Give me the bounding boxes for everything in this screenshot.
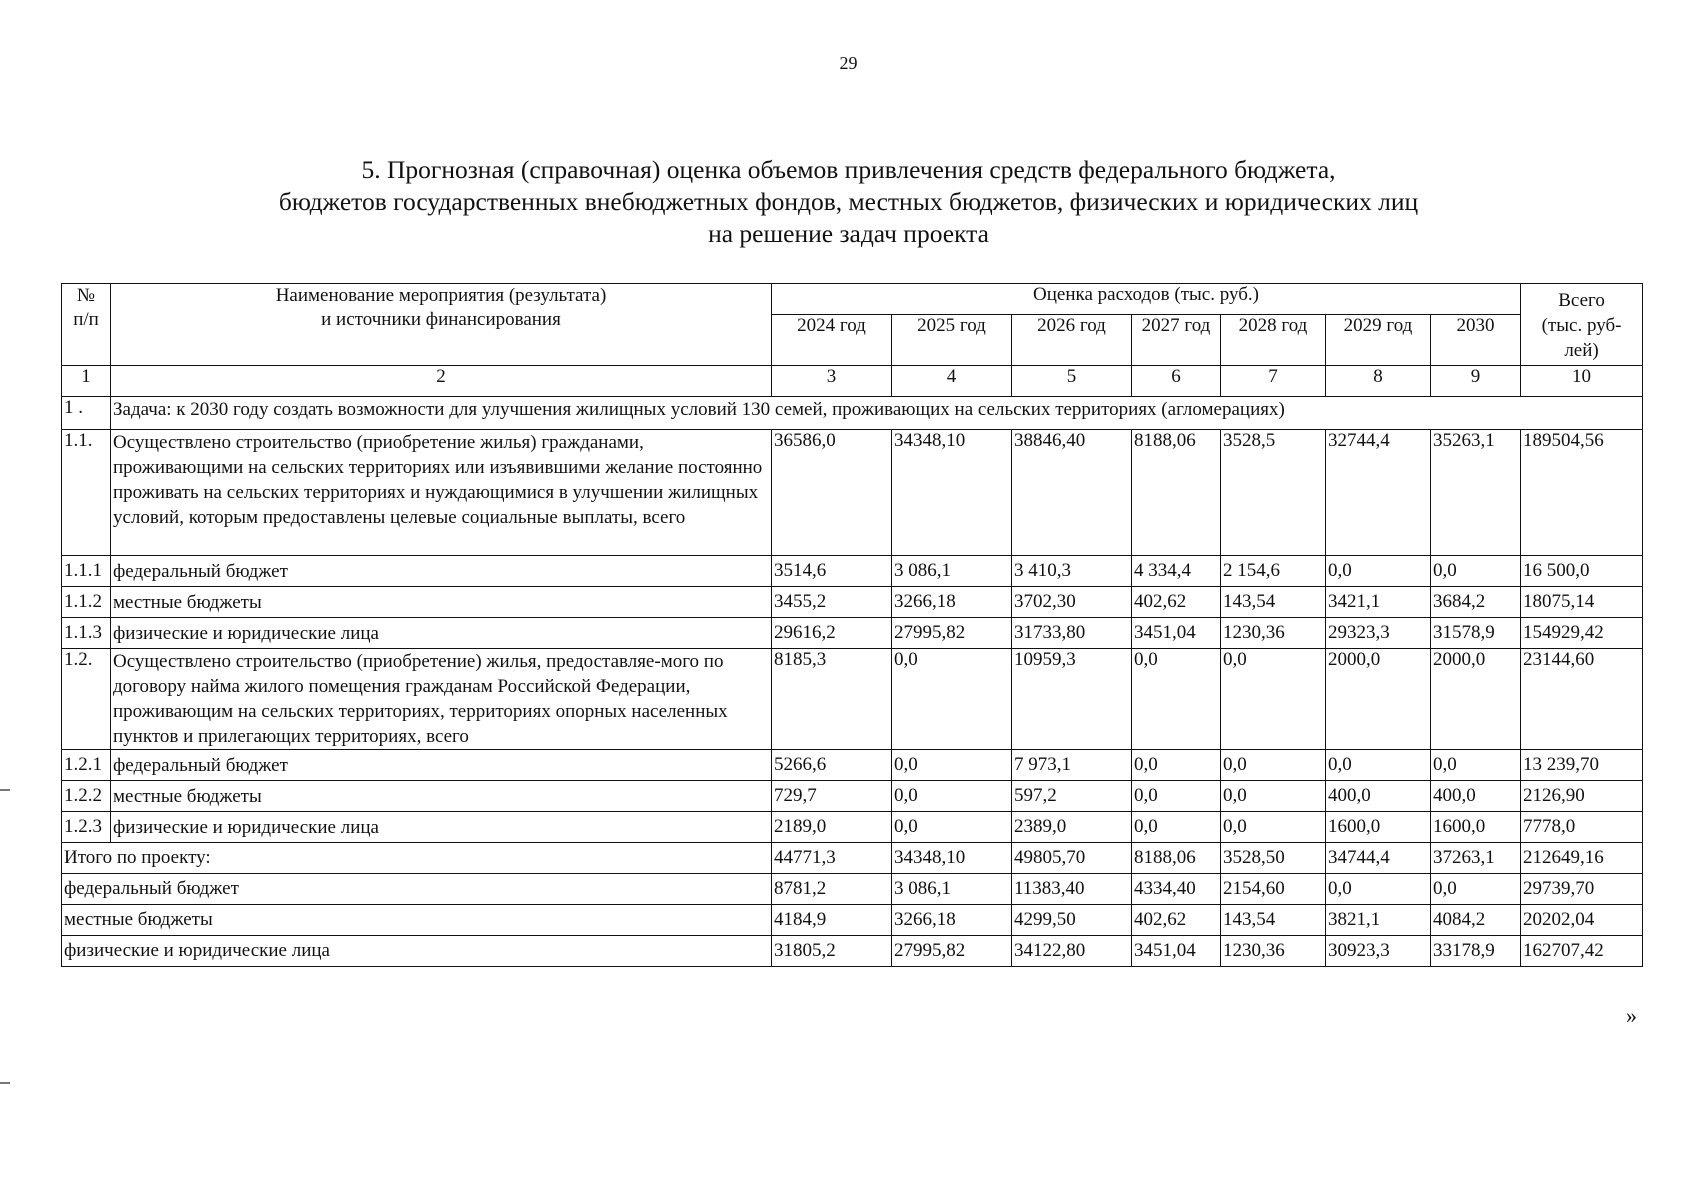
total-name: федеральный бюджет — [62, 874, 772, 905]
table-row — [62, 812, 1643, 843]
header-name — [111, 284, 772, 366]
table-row — [62, 430, 1643, 556]
value-cell: 36586,0 — [772, 430, 892, 556]
value-cell: 2000,0 — [1326, 649, 1431, 750]
value-cell: 27995,82 — [892, 618, 1012, 649]
value-cell: 402,62 — [1132, 905, 1221, 936]
row-number: 1.1.1 — [62, 556, 111, 587]
value-cell: 162707,42 — [1521, 936, 1643, 967]
header-num-text: № п/п — [73, 285, 99, 330]
column-number: 2 — [111, 366, 772, 397]
value-cell: 29616,2 — [772, 618, 892, 649]
column-number: 8 — [1326, 366, 1431, 397]
value-cell: 189504,56 — [1521, 430, 1643, 556]
row-number: 1.1.3 — [62, 618, 111, 649]
row-number: 1.2.3 — [62, 812, 111, 843]
row-number: 1.2.1 — [62, 750, 111, 781]
value-cell: 1230,36 — [1221, 618, 1326, 649]
value-cell: 8188,06 — [1132, 430, 1221, 556]
value-cell: 8781,2 — [772, 874, 892, 905]
value-cell: 3528,50 — [1221, 843, 1326, 874]
value-cell: 3 410,3 — [1012, 556, 1132, 587]
section-title — [0, 154, 1697, 250]
row-name: Осуществлено строительство (приобретение) жилья, предоставляе-мого по договору найма жилого помещения гражданам Российской Федерации, проживающим на сельских территориях, территориях опорных населенных пунктов и прилегающих территориях, всего — [111, 649, 772, 750]
row-name: Осуществлено строительство (приобретение жилья) гражданами, проживающими на сельских территориях или изъявившими желание постоянно проживать на сельских территориях и нуждающимися в улучшении жилищных условий, которым предоставлены целевые социальные выплаты, всего — [111, 430, 772, 556]
column-number: 7 — [1221, 366, 1326, 397]
value-cell: 1230,36 — [1221, 936, 1326, 967]
header-estimate: Оценка расходов (тыс. руб.) — [772, 284, 1521, 315]
margin-mark — [0, 1082, 10, 1084]
row-name: федеральный бюджет — [111, 750, 772, 781]
value-cell: 23144,60 — [1521, 649, 1643, 750]
task-text: Задача: к 2030 году создать возможности для улучшения жилищных условий 130 семей, проживающих на сельских территориях (агломерациях) — [111, 397, 1643, 430]
total-name: Итого по проекту: — [62, 843, 772, 874]
value-cell: 29323,3 — [1326, 618, 1431, 649]
column-number: 4 — [892, 366, 1012, 397]
value-cell: 35263,1 — [1431, 430, 1521, 556]
title-line-1: 5. Прогнозная (справочная) оценка объемов привлечения средств федерального бюджета, — [361, 155, 1336, 184]
total-row — [62, 936, 1643, 967]
value-cell: 18075,14 — [1521, 587, 1643, 618]
value-cell: 2000,0 — [1431, 649, 1521, 750]
value-cell: 0,0 — [1132, 812, 1221, 843]
value-cell: 2 154,6 — [1221, 556, 1326, 587]
task-row — [62, 397, 1643, 430]
table-row — [62, 750, 1643, 781]
value-cell: 4 334,4 — [1132, 556, 1221, 587]
value-cell: 0,0 — [1326, 750, 1431, 781]
row-name: местные бюджеты — [111, 781, 772, 812]
row-name: местные бюджеты — [111, 587, 772, 618]
value-cell: 3 086,1 — [892, 874, 1012, 905]
header-name-text: Наименование мероприятия (результата) и источники финансирования — [275, 285, 607, 330]
value-cell: 729,7 — [772, 781, 892, 812]
total-name: физические и юридические лица — [62, 936, 772, 967]
value-cell: 8185,3 — [772, 649, 892, 750]
value-cell: 34348,10 — [892, 430, 1012, 556]
value-cell: 0,0 — [1132, 750, 1221, 781]
title-line-2: бюджетов государственных внебюджетных фондов, местных бюджетов, физических и юридических лиц — [278, 187, 1419, 216]
value-cell: 0,0 — [892, 750, 1012, 781]
value-cell: 0,0 — [1221, 750, 1326, 781]
value-cell: 0,0 — [1132, 781, 1221, 812]
value-cell: 2189,0 — [772, 812, 892, 843]
closing-quote: » — [1626, 1003, 1637, 1028]
row-number: 1.1. — [62, 430, 111, 556]
value-cell: 34744,4 — [1326, 843, 1431, 874]
total-row — [62, 905, 1643, 936]
value-cell: 3514,6 — [772, 556, 892, 587]
value-cell: 8188,06 — [1132, 843, 1221, 874]
task-number: 1 . — [62, 397, 111, 430]
column-number: 9 — [1431, 366, 1521, 397]
header-year-2030: 2030 — [1431, 315, 1521, 366]
value-cell: 0,0 — [1221, 812, 1326, 843]
value-cell: 32744,4 — [1326, 430, 1431, 556]
column-numbers-row — [62, 366, 1643, 397]
value-cell: 400,0 — [1326, 781, 1431, 812]
table-row — [62, 618, 1643, 649]
value-cell: 3421,1 — [1326, 587, 1431, 618]
value-cell: 212649,16 — [1521, 843, 1643, 874]
column-number: 10 — [1521, 366, 1643, 397]
value-cell: 0,0 — [1431, 874, 1521, 905]
row-name: физические и юридические лица — [111, 618, 772, 649]
value-cell: 0,0 — [1431, 556, 1521, 587]
value-cell: 11383,40 — [1012, 874, 1132, 905]
value-cell: 597,2 — [1012, 781, 1132, 812]
value-cell: 3266,18 — [892, 905, 1012, 936]
value-cell: 10959,3 — [1012, 649, 1132, 750]
total-name: местные бюджеты — [62, 905, 772, 936]
column-number: 6 — [1132, 366, 1221, 397]
total-row — [62, 843, 1643, 874]
value-cell: 3528,5 — [1221, 430, 1326, 556]
table-row — [62, 781, 1643, 812]
value-cell: 20202,04 — [1521, 905, 1643, 936]
value-cell: 0,0 — [1326, 874, 1431, 905]
value-cell: 38846,40 — [1012, 430, 1132, 556]
value-cell: 44771,3 — [772, 843, 892, 874]
row-number: 1.1.2 — [62, 587, 111, 618]
value-cell: 2126,90 — [1521, 781, 1643, 812]
value-cell: 49805,70 — [1012, 843, 1132, 874]
value-cell: 4334,40 — [1132, 874, 1221, 905]
value-cell: 7 973,1 — [1012, 750, 1132, 781]
value-cell: 0,0 — [1221, 649, 1326, 750]
value-cell: 402,62 — [1132, 587, 1221, 618]
column-number: 3 — [772, 366, 892, 397]
value-cell: 1600,0 — [1326, 812, 1431, 843]
value-cell: 0,0 — [1221, 781, 1326, 812]
table-row — [62, 587, 1643, 618]
table-row — [62, 649, 1643, 750]
header-total-text: Всего (тыс. руб- лей) — [1541, 290, 1622, 361]
value-cell: 13 239,70 — [1521, 750, 1643, 781]
row-number: 1.2.2 — [62, 781, 111, 812]
value-cell: 0,0 — [1326, 556, 1431, 587]
value-cell: 143,54 — [1221, 587, 1326, 618]
value-cell: 33178,9 — [1431, 936, 1521, 967]
value-cell: 3702,30 — [1012, 587, 1132, 618]
total-row — [62, 874, 1643, 905]
column-number: 1 — [62, 366, 111, 397]
value-cell: 29739,70 — [1521, 874, 1643, 905]
value-cell: 4184,9 — [772, 905, 892, 936]
value-cell: 16 500,0 — [1521, 556, 1643, 587]
header-year-2026: 2026 год — [1012, 315, 1132, 366]
value-cell: 3 086,1 — [892, 556, 1012, 587]
value-cell: 2389,0 — [1012, 812, 1132, 843]
value-cell: 154929,42 — [1521, 618, 1643, 649]
value-cell: 31805,2 — [772, 936, 892, 967]
value-cell: 34122,80 — [1012, 936, 1132, 967]
value-cell: 31733,80 — [1012, 618, 1132, 649]
value-cell: 4299,50 — [1012, 905, 1132, 936]
header-year-2029: 2029 год — [1326, 315, 1431, 366]
header-num — [62, 284, 111, 366]
row-name: федеральный бюджет — [111, 556, 772, 587]
header-year-2027: 2027 год — [1132, 315, 1221, 366]
header-year-2024: 2024 год — [772, 315, 892, 366]
column-number: 5 — [1012, 366, 1132, 397]
value-cell: 31578,9 — [1431, 618, 1521, 649]
header-year-2028: 2028 год — [1221, 315, 1326, 366]
value-cell: 0,0 — [892, 812, 1012, 843]
value-cell: 27995,82 — [892, 936, 1012, 967]
value-cell: 0,0 — [1132, 649, 1221, 750]
value-cell: 34348,10 — [892, 843, 1012, 874]
value-cell: 2154,60 — [1221, 874, 1326, 905]
value-cell: 30923,3 — [1326, 936, 1431, 967]
value-cell: 37263,1 — [1431, 843, 1521, 874]
title-line-3: на решение задач проекта — [708, 219, 989, 248]
value-cell: 143,54 — [1221, 905, 1326, 936]
value-cell: 5266,6 — [772, 750, 892, 781]
page-number: 29 — [839, 53, 858, 73]
value-cell: 0,0 — [892, 781, 1012, 812]
value-cell: 4084,2 — [1431, 905, 1521, 936]
row-number: 1.2. — [62, 649, 111, 750]
value-cell: 400,0 — [1431, 781, 1521, 812]
value-cell: 3451,04 — [1132, 618, 1221, 649]
value-cell: 3455,2 — [772, 587, 892, 618]
value-cell: 3266,18 — [892, 587, 1012, 618]
value-cell: 3451,04 — [1132, 936, 1221, 967]
financing-table — [61, 283, 1643, 967]
value-cell: 0,0 — [1431, 750, 1521, 781]
table-row — [62, 556, 1643, 587]
margin-mark — [0, 789, 10, 791]
value-cell: 0,0 — [892, 649, 1012, 750]
value-cell: 7778,0 — [1521, 812, 1643, 843]
row-name: физические и юридические лица — [111, 812, 772, 843]
value-cell: 3684,2 — [1431, 587, 1521, 618]
value-cell: 3821,1 — [1326, 905, 1431, 936]
header-year-2025: 2025 год — [892, 315, 1012, 366]
value-cell: 1600,0 — [1431, 812, 1521, 843]
header-total — [1521, 284, 1643, 366]
